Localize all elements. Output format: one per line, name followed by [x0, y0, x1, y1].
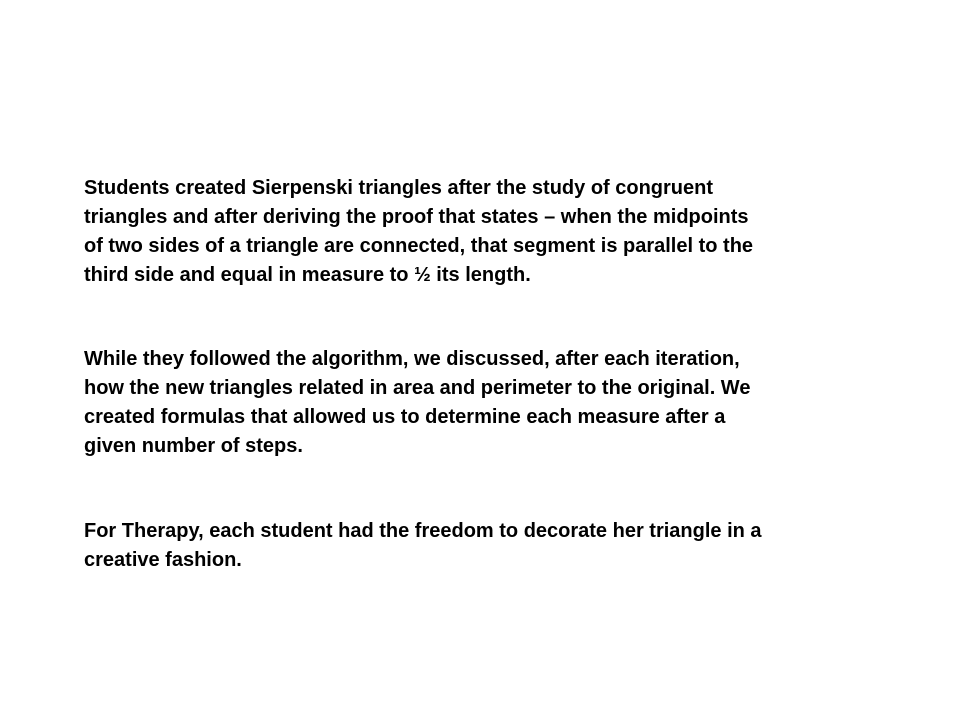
paragraph-line: created formulas that allowed us to determine each measure after a — [84, 406, 726, 428]
paragraph-line: For Therapy, each student had the freedom to decorate her triangle in a — [84, 520, 762, 542]
paragraph-line: of two sides of a triangle are connected, that segment is parallel to the — [84, 235, 754, 257]
paragraph-line: Students created Sierpenski triangles after the study of congruent — [84, 177, 714, 199]
paragraph-algorithm-discussion — [84, 345, 924, 461]
paragraph-line: how the new triangles related in area and perimeter to the original. We — [84, 377, 751, 399]
paragraph-line: given number of steps. — [84, 435, 303, 457]
paragraph-line: creative fashion. — [84, 549, 242, 571]
paragraph-line: While they followed the algorithm, we discussed, after each iteration, — [84, 348, 740, 370]
paragraph-line: third side and equal in measure to ½ its length. — [84, 264, 531, 286]
paragraph-line: triangles and after deriving the proof that states – when the midpoints — [84, 206, 749, 228]
paragraph-sierpenski-intro — [84, 174, 924, 290]
paragraph-therapy-decoration — [84, 517, 924, 575]
